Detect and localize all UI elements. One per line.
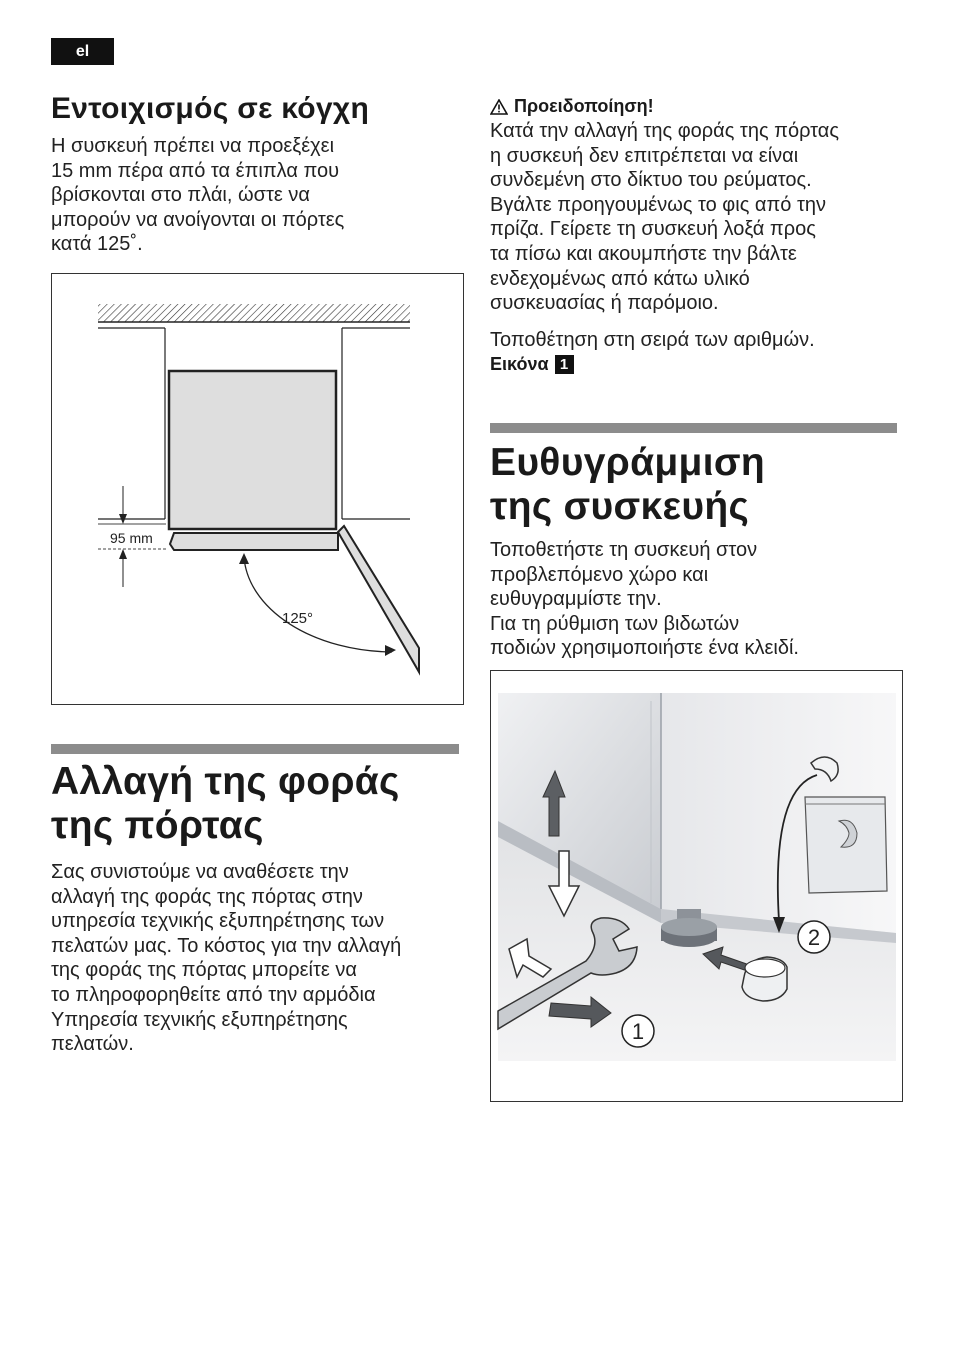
section-divider-align: [490, 423, 897, 433]
warning-title: Προειδοποίηση!: [514, 96, 654, 116]
warning-triangle-icon: [490, 99, 508, 115]
alignment-figure: [490, 670, 903, 1102]
angle-label: 125°: [282, 610, 314, 627]
align-heading-line1: Ευθυγράμμιση: [490, 441, 765, 484]
niche-heading: Εντοιχισμός σε κόγχη: [51, 92, 370, 125]
door-section: [51, 760, 463, 1057]
warning-body: Κατά την αλλαγή της φοράς της πόρτας η συσκευή δεν επιτρέπεται να είναι συνδεμένη στο δίκτυο του ρεύματος. Βγάλτε προηγουμένως το φις από την πρίζα. Γείρετε τη συσκευή λοξά προς τα πίσω και ακουμπήστε την βάλτε ενδεχομένως από κάτω υλικό συσκευασίας ή παρόμοιο.: [490, 120, 839, 315]
figure-label: Εικόνα: [490, 354, 549, 375]
language-tab: el: [51, 38, 114, 65]
alignment-illustration: [491, 671, 902, 1101]
door-heading-line1: Αλλαγή της φοράς: [51, 760, 400, 803]
door-heading-line2: της πόρτας: [51, 804, 264, 847]
section-divider-door: [51, 744, 459, 754]
align-body: Τοποθετήστε τη συσκευή στον προβλεπόμενο χώρο και ευθυγραμμίστε την. Για τη ρύθμιση των βιδωτών ποδιών χρησιμοποιήστε ένα κλειδί.: [490, 539, 799, 660]
warning-title-row: [490, 96, 902, 117]
niche-figure: [51, 273, 464, 705]
step-2-label: 2: [807, 925, 821, 950]
step-1-label: 1: [631, 1019, 645, 1044]
figure-number-badge: 1: [555, 355, 574, 374]
order-text: Τοποθέτηση στη σειρά των αριθμών.: [490, 328, 815, 351]
align-section: [490, 441, 902, 661]
dimension-label: 95 mm: [110, 530, 153, 546]
niche-body: Η συσκευή πρέπει να προεξέχει 15 mm πέρα από τα έπιπλα που βρίσκονται στο πλάι, ώστε να μπορούν να ανοίγονται οι πόρτες κατά 125˚.: [51, 135, 345, 256]
niche-diagram: [52, 274, 463, 704]
door-body: Σας συνιστούμε να αναθέσετε την αλλαγή της φοράς της πόρτας στην υπηρεσία τεχνικής εξυπηρέτησης των πελατών μας. Το κόστος για την αλλαγή της φοράς της πόρτας μπορείτε να το πληροφορηθείτε από την αρμόδια Υπηρεσία τεχνικής εξυπηρέτησης πελατών.: [51, 861, 402, 1056]
figure-reference: [490, 354, 902, 375]
niche-section: [51, 92, 463, 257]
align-heading-line2: της συσκευής: [490, 485, 750, 528]
warning-section: [490, 96, 902, 375]
